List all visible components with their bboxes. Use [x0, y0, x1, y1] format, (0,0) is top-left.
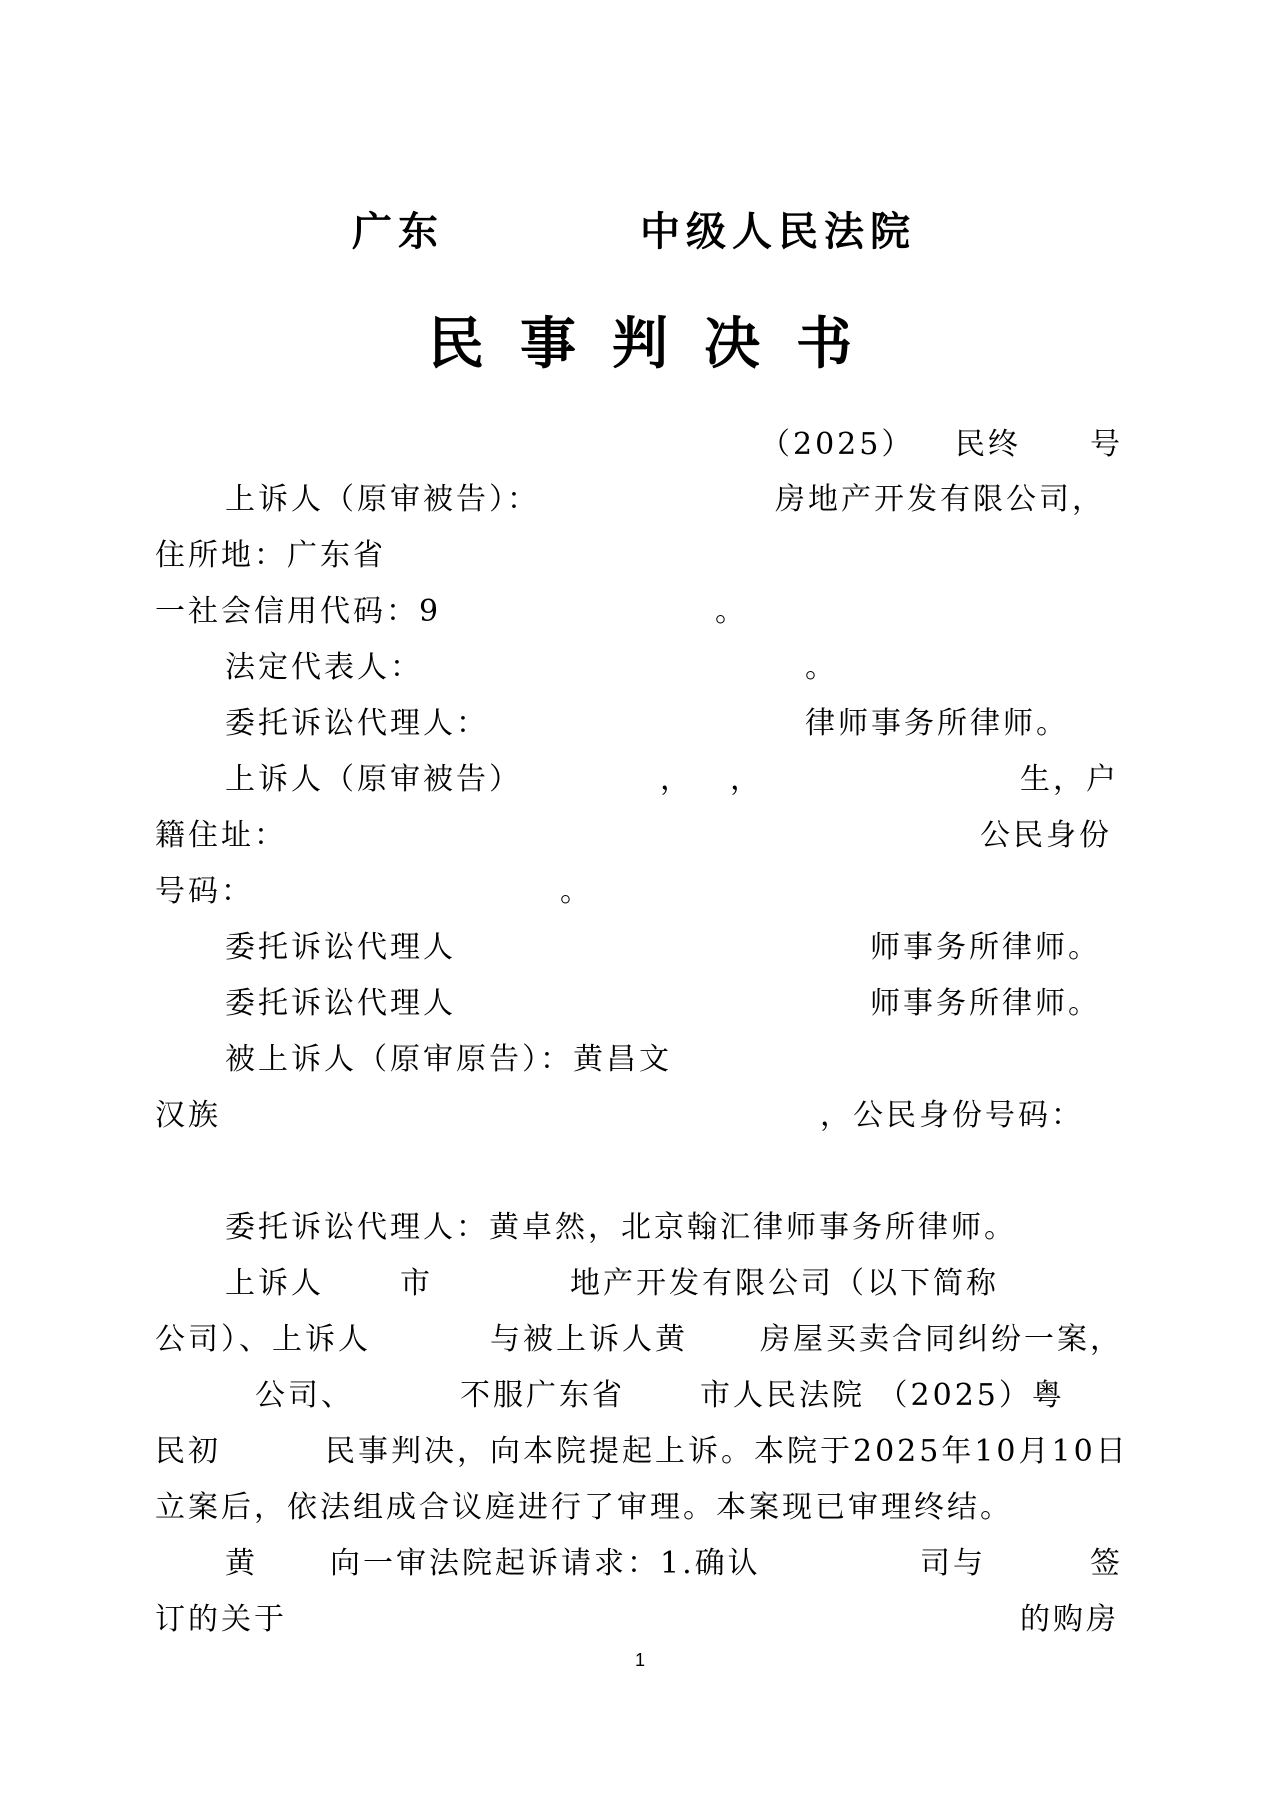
appellant2-id-end: 。: [560, 874, 593, 909]
body-p6-c: 司与: [920, 1546, 986, 1581]
appellant1-credit-end: 。: [715, 594, 748, 629]
appellant2-comma-2: ，: [730, 762, 763, 797]
appellant2-id-label: 公民身份: [980, 818, 1112, 853]
appellee-label: 被上诉人（原审原告）：黄昌文: [225, 1042, 672, 1077]
court-province: 广东: [352, 209, 444, 255]
document-type-title: 民事判决书: [428, 311, 888, 377]
body-p7-b: 的购房: [1020, 1602, 1119, 1637]
body-p4-a: 民初: [155, 1434, 221, 1469]
appellant1-credit-code: 一社会信用代码：9: [155, 594, 442, 629]
body-p5: 立案后，依法组成合议庭进行了审理。本案现已审理终结。: [155, 1490, 1013, 1525]
agent2-value: 师事务所律师。: [870, 930, 1101, 965]
appellant2-label: 上诉人（原审被告）: [225, 762, 522, 797]
body-p2-a: 公司）、上诉人: [155, 1322, 371, 1357]
appellant2-born: 生，户: [1020, 762, 1119, 797]
body-p2-c: 房屋买卖合同纠纷一案，: [760, 1322, 1123, 1357]
body-p3-c: 市人民法院 （2025）粤: [700, 1378, 1065, 1413]
body-p3-a: 公司、: [255, 1378, 354, 1413]
court-name: [0, 200, 1280, 260]
agent2-label: 委托诉讼代理人: [225, 930, 456, 965]
appellee-agent: 委托诉讼代理人：黄卓然，北京翰汇律师事务所律师。: [225, 1210, 1017, 1245]
legal-representative-end: 。: [805, 650, 838, 685]
agent3-value: 师事务所律师。: [870, 986, 1101, 1021]
agent1-label: 委托诉讼代理人：: [225, 706, 489, 741]
appellant2-id-cont: 号码：: [155, 874, 254, 909]
appellant2-comma-1: ，: [660, 762, 693, 797]
appellant2-address-label: 籍住址：: [155, 818, 287, 853]
appellant1-name: 房地产开发有限公司，: [775, 482, 1105, 517]
agent1-value: 律师事务所律师。: [805, 706, 1069, 741]
page-number: 1: [634, 1650, 645, 1670]
body-p6-d: 签: [1090, 1546, 1123, 1581]
agent3-label: 委托诉讼代理人: [225, 986, 456, 1021]
case-type: 民终: [955, 427, 1021, 462]
body-p4-b: 民事判决，向本院提起上诉。本院于2025年10月10日: [325, 1434, 1129, 1469]
appellee-id-label: ，公民身份号码：: [820, 1098, 1084, 1133]
case-suffix: 号: [1090, 427, 1123, 462]
case-year: （2025）: [760, 427, 915, 462]
body-p1-b: 市: [400, 1266, 433, 1301]
body-p1-c: 地产开发有限公司（以下简称: [570, 1266, 999, 1301]
appellant1-label: 上诉人（原审被告）：: [225, 482, 540, 517]
body-p2-b: 与被上诉人黄: [490, 1322, 688, 1357]
body-p3-b: 不服广东省: [460, 1378, 625, 1413]
legal-representative-label: 法定代表人：: [225, 650, 423, 685]
body-p6-a: 黄: [225, 1546, 258, 1581]
court-suffix: 中级人民法院: [640, 209, 916, 255]
body-p1-a: 上诉人: [225, 1266, 324, 1301]
appellant1-address: 住所地：广东省: [155, 538, 386, 573]
appellee-ethnicity: 汉族: [155, 1098, 221, 1133]
body-p7-a: 订的关于: [155, 1602, 287, 1637]
body-p6-b: 向一审法院起诉请求：1.确认: [330, 1546, 761, 1581]
